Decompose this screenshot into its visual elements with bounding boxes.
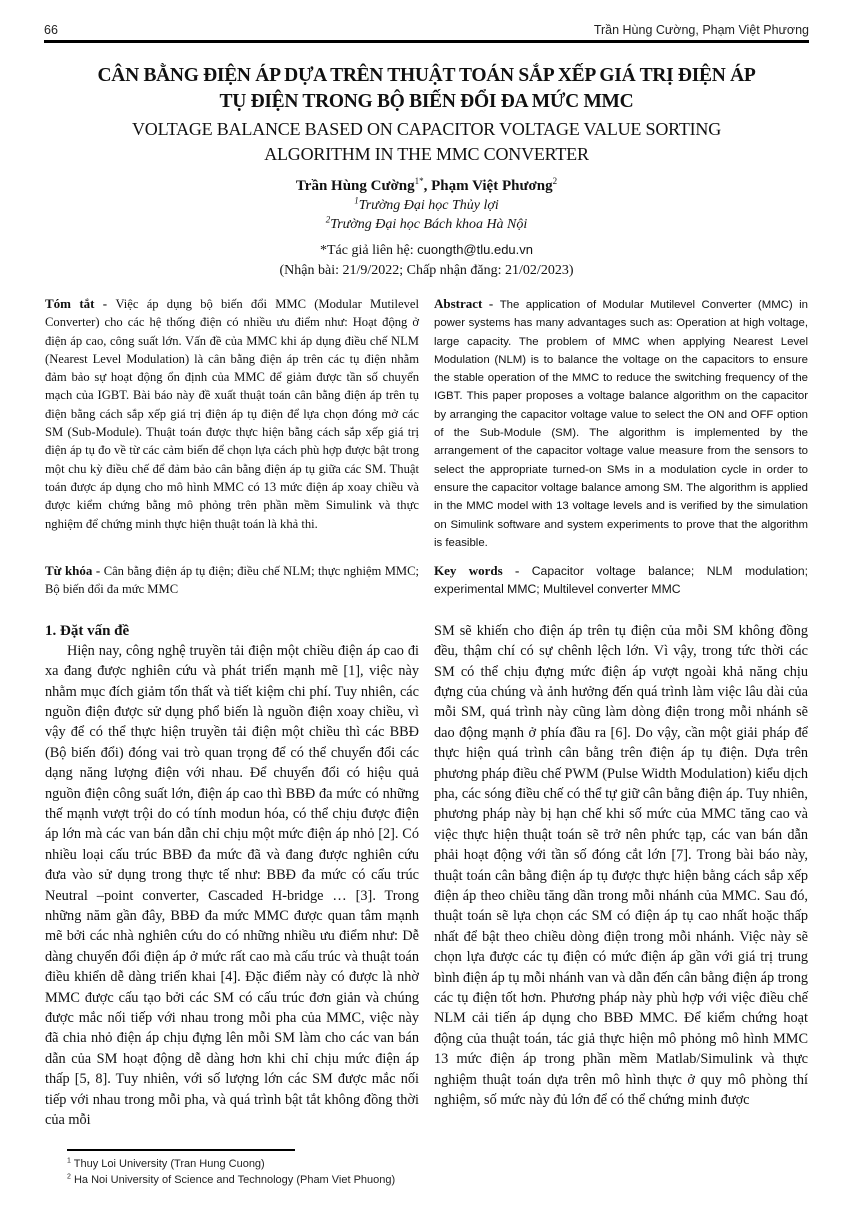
corresponding-author bbox=[0, 240, 853, 261]
body-paragraph: Hiện nay, công nghệ truyền tải điện một chiều điện áp cao đi xa đang được nghiên cứu và phát triển mạnh mẽ [1], việc này nhằm mục đích giảm tổn thất và tiết kiệm chi phí. Tuy nhiên, các nguồn điện được sử dụng phổ biến là nguồn điện xoay chiều, vì vậy để có thể thực hiện truyền tải điện một chiều thì các BBĐ (Bộ biến đổi) đóng vai trò quan trọng để có thể chuyển đổi các dạng năng lượng điện với nhau. Để chuyển đổi có hiệu quả nguồn điện công suất lớn, điện áp cao thì BBĐ đa mức có những thế mạnh vượt trội do có tính modun hóa, có thể chịu được điện áp lớn mà các van bán dẫn chỉ chịu một mức điện áp nhỏ [2]. Có nhiều loại cấu trúc BBĐ đa mức đã và đang được nghiên cứu đưa vào sử dụng trong thực tế như: BBĐ đa mức có cấu trúc Neutral –point converter, Cascaded H-bridge … [3]. Trong những năm gần đây, BBĐ đa mức MMC được quan tâm mạnh mẽ bởi các nhà nghiên cứu do có những nhiều ưu điểm như: Dễ dàng chuyển đổi điện áp ở mức rất cao mà cấu trúc và thuật toán điều khiển dễ dàng triển khai [4]. Đặc điểm này có được là nhờ MMC được cấu tạo bởi các SM có cấu trúc đơn giản và chúng được mắc nối tiếp với nhau trong mỗi pha của MMC, việc này đã chia nhỏ điện áp chịu đựng lên mỗi SM làm cho các van bán dẫn của SM hoạt động dễ dàng hơn khi chỉ chịu mức điện áp thấp [5, 8]. Tuy nhiên, với số lượng lớn các SM được mắc nối tiếp với nhau trong mỗi pha, và quá trình bật tắt không đồng thời của mỗi bbox=[45, 642, 419, 1129]
keywords-text: Capacitor voltage balance; NLM modulation; experimental MMC; Multilevel converter MMC bbox=[434, 564, 808, 597]
body-row bbox=[45, 621, 808, 1131]
keywords-label: Key words - bbox=[434, 563, 532, 579]
running-head-authors: Trần Hùng Cường, Phạm Việt Phương bbox=[593, 23, 809, 37]
title-english-line: VOLTAGE BALANCE BASED ON CAPACITOR VOLTAGE VALUE SORTING bbox=[131, 119, 722, 139]
keywords-label: Từ khóa - bbox=[45, 563, 104, 579]
title-vietnamese bbox=[30, 63, 823, 115]
affiliation bbox=[0, 215, 853, 234]
abstract-label: Tóm tắt - bbox=[45, 296, 116, 311]
author-mark: 1* bbox=[414, 176, 424, 186]
keywords-english bbox=[434, 562, 808, 599]
footnote-text: Thuy Loi University (Tran Hung Cuong) bbox=[73, 1157, 265, 1170]
page-number: 66 bbox=[44, 23, 58, 37]
author-name: Trần Hùng Cường bbox=[295, 178, 415, 194]
body-column-right bbox=[434, 621, 808, 1131]
affiliation-name: Trường Đại học Thủy lợi bbox=[358, 198, 499, 213]
keywords-vietnamese bbox=[45, 562, 419, 599]
abstract-text: The application of Modular Mutilevel Converter (MMC) in power systems has many advantages such as: Operation at high voltage, large capacity. The problem of MMC when applying Nearest Level Modulation (NLM) is to balance the voltage on the capacitors to ensure the stable operation of the MMC to reduce the switching frequency of the IGBT. This paper proposes a voltage balance algorithm on the capacitor by arranging the capacitor voltage value to select the ON and OFF option of the Sub-Module (SM). The algorithm is implemented by the arrangement of the capacitor voltage value measure from the sensors to select the appropriate turned-on SMs in a modulation cycle in order to ensure the capacitor voltage balance among SM. The algorithm is applied in the MMC model with 13 voltage levels and is verified by the simulation on Simulink software and system experiments to prove that the algorithm is feasible. bbox=[434, 299, 808, 549]
body-column-left bbox=[45, 621, 419, 1131]
abstract-english bbox=[434, 295, 808, 552]
author-list bbox=[0, 176, 853, 196]
affiliation bbox=[0, 196, 853, 215]
header-rule bbox=[44, 40, 809, 43]
title-english bbox=[30, 117, 823, 167]
footnote-text: Ha Noi University of Science and Technology (Pham Viet Phuong) bbox=[73, 1173, 396, 1186]
author-mark: 2 bbox=[552, 176, 558, 186]
abstracts-row bbox=[45, 295, 808, 552]
title-vietnamese-line: TỤ ĐIỆN TRONG BỘ BIẾN ĐỔI ĐA MỨC MMC bbox=[219, 91, 634, 112]
footnote-mark: 1 bbox=[67, 1156, 71, 1164]
running-head bbox=[44, 22, 809, 40]
footnote bbox=[67, 1172, 853, 1188]
footnote-area bbox=[67, 1149, 853, 1208]
footnotes bbox=[67, 1156, 853, 1188]
abstract-text: Việc áp dụng bộ biến đổi MMC (Modular Mutilevel Converter) cho các hệ thống điện có nhiều ưu điểm như: Hoạt động ở điện áp cao, công suất lớn. Vấn đề của MMC khi áp dụng điều chế NLM (Nearest Level Modulation) là cân bằng điện áp trên các tụ điện nhằm đảm bảo sự hoạt động ổn định của MMC để giảm được tần số chuyển mạch của IGBT. Bài báo này đề xuất thuật toán cân bằng điện áp trên tụ điện bằng cách sắp xếp giá trị điện áp tụ điện để lựa chọn đóng mở các SM (Sub-Module). Thuật toán được thực hiện bằng cách sắp xếp giá trị điện áp tụ đo về từ các cảm biến để chọn lựa cách phù hợp được bật trong một chu kỳ điều chế để đảm bảo cân bằng điện áp tụ giữa các SM. Thuật toán được áp dụng cho mô hình MMC có 13 mức điện áp xoay chiều và được kiểm chứng bằng mô phỏng trên phần mềm Simulink và thực nghiệm để chứng minh thực hiện thuật toán là khả thi. bbox=[45, 297, 419, 531]
author-name: Phạm Việt Phương bbox=[431, 178, 553, 194]
title-english-line: ALGORITHM IN THE MMC CONVERTER bbox=[264, 144, 589, 164]
footnote bbox=[67, 1156, 853, 1172]
affiliation-mark: 2 bbox=[325, 214, 331, 225]
title-vietnamese-line: CÂN BẰNG ĐIỆN ÁP DỰA TRÊN THUẬT TOÁN SẮP XẾP GIÁ TRỊ ĐIỆN ÁP bbox=[97, 65, 756, 86]
submission-dates: (Nhận bài: 21/9/2022; Chấp nhận đăng: 21/02/2023) bbox=[279, 263, 574, 278]
abstract-vietnamese bbox=[45, 295, 419, 552]
footnote-rule bbox=[67, 1149, 295, 1151]
section-heading: 1. Đặt vấn đề bbox=[45, 622, 130, 639]
affiliation-name: Trường Đại học Bách khoa Hà Nội bbox=[330, 217, 528, 232]
footnote-mark: 2 bbox=[67, 1172, 71, 1180]
contact-label: *Tác giả liên hệ: bbox=[319, 243, 418, 258]
affiliation-mark: 1 bbox=[354, 195, 359, 206]
body-paragraph: SM sẽ khiến cho điện áp trên tụ điện của mỗi SM không đồng đều, thậm chí có sự chênh lệch lớn. Vì vậy, trong tức thời các SM có thể chịu đựng mức điện áp vượt ngoài khả năng chịu đựng của chúng và ảnh hưởng đến quá trình làm việc lâu dài của mỗi SM, quá trình này cũng làm dòng điện trong mỗi nhánh sẽ dao động mạnh ở phía đầu ra [6]. Do vậy, cần một giải pháp để thực hiện quá trình cân bằng trên điện áp tụ điện. Dựa trên phương pháp điều chế PWM (Pulse Width Modulation) kiểu dịch pha, các sóng điều chế có thể tự giữ cân bằng điện áp. Tuy nhiên, phương pháp này bị hạn chế khi số mức của MMC tăng cao và việc thực hiện thuật toán sẽ trở nên phức tạp, các van bán dẫn phải hoạt động với tần số đóng cắt lớn [7]. Trong bài báo này, thuật toán cân bằng điện áp tụ được thực hiện bằng cách sắp xếp điện áp theo chiều tăng dần trong mỗi nhánh của MMC. Sau đó, thuật toán sẽ lựa chọn các SM có điện áp tụ cao nhất hoặc thấp nhất để bật theo chiều dòng điện trong mỗi nhánh. Việc này sẽ chọn lựa được các tụ điện có mức điện áp gần với giá trị trung bình điện áp tụ mỗi nhánh van và dẫn đến cân bằng điện áp trong các tụ điện tốt hơn. Phương pháp này phù hợp với việc điều chế NLM cải tiến áp dụng cho BBĐ MMC. Để kiểm chứng hoạt động của thuật toán, tác giả thực hiện mô phỏng mô hình MMC 13 mức điện áp trong phần mềm Matlab/Simulink và thực nghiệm thuật toán dựa trên mô hình thực ở quy mô phòng thí nghiệm, số mức này đủ lớn để có thể chứng minh được bbox=[434, 622, 808, 1109]
abstract-label: Abstract - bbox=[434, 296, 500, 311]
author-separator: , bbox=[423, 178, 432, 194]
keywords-text: Cân bằng điện áp tụ điện; điều chế NLM; thực nghiệm MMC; Bộ biến đổi đa mức MMC bbox=[45, 564, 420, 597]
keywords-row bbox=[45, 562, 808, 599]
contact-email[interactable]: cuongth@tlu.edu.vn bbox=[417, 242, 534, 257]
